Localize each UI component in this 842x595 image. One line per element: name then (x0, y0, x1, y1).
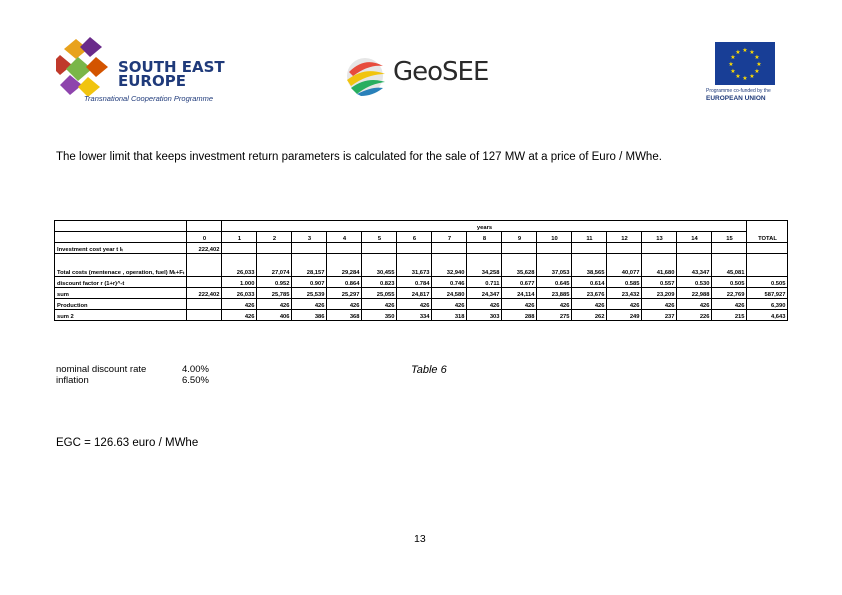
table-cell: 426 (607, 299, 642, 310)
year-header-cell: 13 (642, 232, 677, 243)
years-header: years (222, 221, 747, 232)
table-cell (642, 243, 677, 254)
year-header-cell: 15 (712, 232, 747, 243)
total-cell (747, 243, 788, 254)
table-cell: 37,053 (537, 254, 572, 277)
inflation-value: 6.50% (182, 375, 209, 386)
svg-text:★: ★ (742, 75, 748, 82)
table-cell: 22,988 (677, 288, 712, 299)
geosee-globe-icon (343, 52, 389, 98)
svg-text:★: ★ (754, 54, 760, 61)
table-cell: 0.711 (467, 277, 502, 288)
rate-parameters (56, 364, 209, 386)
svg-text:★: ★ (754, 68, 760, 75)
table-cell: 0.784 (397, 277, 432, 288)
table-cell: 26,033 (222, 254, 257, 277)
table-cell (537, 243, 572, 254)
table-cell (677, 243, 712, 254)
table-cell: 222,402 (187, 243, 222, 254)
year-header-cell: 3 (292, 232, 327, 243)
total-cell: 0.505 (747, 277, 788, 288)
svg-text:★: ★ (735, 49, 741, 56)
table-cell: 0.907 (292, 277, 327, 288)
table-cell: 237 (642, 310, 677, 321)
svg-text:★: ★ (742, 47, 748, 54)
svg-text:★: ★ (728, 61, 734, 68)
table-cell (712, 243, 747, 254)
table-row (55, 288, 788, 299)
table-cell: 0.614 (572, 277, 607, 288)
table-cell: 26,033 (222, 288, 257, 299)
table-cell: 288 (502, 310, 537, 321)
table-cell (467, 243, 502, 254)
year-header-cell: 12 (607, 232, 642, 243)
eu-caption-2: EUROPEAN UNION (706, 95, 766, 102)
table-cell: 24,817 (397, 288, 432, 299)
table-cell (502, 243, 537, 254)
table-cell: 0.823 (362, 277, 397, 288)
table-cell: 43,347 (677, 254, 712, 277)
table-cell (187, 310, 222, 321)
table-cell (187, 254, 222, 277)
table-cell: 0.746 (432, 277, 467, 288)
table-corner-cell (55, 232, 187, 243)
table-cell: 24,114 (502, 288, 537, 299)
table-years-row (55, 232, 788, 243)
table-cell: 38,565 (572, 254, 607, 277)
year-header-cell: 10 (537, 232, 572, 243)
nominal-rate-row (56, 364, 209, 375)
see-logo-subtitle: Transnational Cooperation Programme (84, 94, 214, 103)
table-cell (292, 243, 327, 254)
table-cell (222, 243, 257, 254)
table-cell: 32,940 (432, 254, 467, 277)
eu-stars-icon (715, 42, 775, 85)
nominal-rate-label: nominal discount rate (56, 364, 147, 375)
table-cell: 23,676 (572, 288, 607, 299)
geosee-wordmark: GeoSEE (393, 57, 489, 87)
table-cell: 426 (257, 299, 292, 310)
geosee-logo (343, 52, 513, 98)
table-cell: 318 (432, 310, 467, 321)
svg-text:★: ★ (735, 73, 741, 80)
table-cell: 426 (222, 299, 257, 310)
row-label: discount factor r (1+r)^-t (55, 277, 187, 288)
egc-result: EGC = 126.63 euro / MWhe (56, 437, 199, 449)
svg-text:★: ★ (730, 68, 736, 75)
table-cell: 334 (397, 310, 432, 321)
table-cell: 426 (502, 299, 537, 310)
table-cell (572, 243, 607, 254)
table-cell: 25,297 (327, 288, 362, 299)
table-cell: 426 (327, 299, 362, 310)
table-row (55, 299, 788, 310)
table-cell: 426 (537, 299, 572, 310)
table-cell (327, 243, 362, 254)
nominal-rate-value: 4.00% (182, 364, 209, 375)
row-label: Total costs (mentenace , operation, fuel) Mₜ+Fₜ (55, 254, 187, 277)
table-row (55, 277, 788, 288)
table-caption: Table 6 (411, 364, 447, 376)
total-cell (747, 254, 788, 277)
year-header-cell: 9 (502, 232, 537, 243)
svg-text:★: ★ (730, 54, 736, 61)
south-east-europe-logo (56, 35, 236, 105)
table-cell: 406 (257, 310, 292, 321)
eu-caption-1: Programme co-funded by the (706, 88, 771, 94)
table-cell (362, 243, 397, 254)
table-cell: 249 (607, 310, 642, 321)
table-cell: 0.952 (257, 277, 292, 288)
table-cell: 303 (467, 310, 502, 321)
year-header-cell: 4 (327, 232, 362, 243)
table-cell: 426 (642, 299, 677, 310)
table-header-cell (187, 221, 222, 232)
table-cell (397, 243, 432, 254)
year-header-cell: 7 (432, 232, 467, 243)
table-cell (187, 277, 222, 288)
table-cell: 262 (572, 310, 607, 321)
table-cell: 222,402 (187, 288, 222, 299)
table-cell (257, 243, 292, 254)
table-cell: 275 (537, 310, 572, 321)
table-cell: 41,680 (642, 254, 677, 277)
total-cell: 6,390 (747, 299, 788, 310)
table-cell: 0.557 (642, 277, 677, 288)
table-cell: 426 (397, 299, 432, 310)
table-cell: 0.864 (327, 277, 362, 288)
table-cell (607, 243, 642, 254)
year-header-cell: 8 (467, 232, 502, 243)
table-row (55, 243, 788, 254)
table-cell: 426 (572, 299, 607, 310)
table-cell: 0.585 (607, 277, 642, 288)
investment-table (54, 220, 788, 321)
table-cell: 0.530 (677, 277, 712, 288)
table-cell: 0.677 (502, 277, 537, 288)
eu-logo (706, 42, 796, 132)
table-row (55, 254, 788, 277)
inflation-label: inflation (56, 375, 89, 386)
year-header-cell: 6 (397, 232, 432, 243)
year-header-cell: 5 (362, 232, 397, 243)
table-corner-cell (55, 221, 187, 232)
svg-text:★: ★ (749, 49, 755, 56)
table-cell: 1.000 (222, 277, 257, 288)
table-cell: 30,455 (362, 254, 397, 277)
table-cell: 25,785 (257, 288, 292, 299)
table-cell: 226 (677, 310, 712, 321)
table-cell: 34,258 (467, 254, 502, 277)
table-cell: 0.645 (537, 277, 572, 288)
table-cell: 24,580 (432, 288, 467, 299)
table-cell: 426 (432, 299, 467, 310)
total-header: TOTAL (747, 221, 788, 243)
table-cell: 23,432 (607, 288, 642, 299)
table-cell: 426 (677, 299, 712, 310)
table-cell: 45,081 (712, 254, 747, 277)
table-cell: 24,347 (467, 288, 502, 299)
svg-text:★: ★ (756, 61, 762, 68)
table-cell: 25,539 (292, 288, 327, 299)
table-cell: 28,157 (292, 254, 327, 277)
row-label: sum (55, 288, 187, 299)
table-cell (432, 243, 467, 254)
year-header-cell: 11 (572, 232, 607, 243)
table-cell: 426 (222, 310, 257, 321)
see-logo-line2: EUROPE (118, 72, 186, 90)
table-cell (187, 299, 222, 310)
table-cell: 23,209 (642, 288, 677, 299)
year-header-cell: 1 (222, 232, 257, 243)
intro-paragraph: The lower limit that keeps investment return parameters is calculated for the sale of 127 MW at a price of Euro / MWhe. (56, 151, 662, 163)
table-cell: 35,628 (502, 254, 537, 277)
row-label: Production (55, 299, 187, 310)
table-cell: 426 (292, 299, 327, 310)
table-cell: 40,077 (607, 254, 642, 277)
table-cell: 23,885 (537, 288, 572, 299)
year-header-cell: 2 (257, 232, 292, 243)
year-header-cell: 14 (677, 232, 712, 243)
page-number: 13 (414, 533, 426, 545)
table-cell: 27,074 (257, 254, 292, 277)
table-row (55, 310, 788, 321)
svg-text:★: ★ (749, 73, 755, 80)
row-label: sum 2 (55, 310, 187, 321)
total-cell: 587,927 (747, 288, 788, 299)
table-cell: 426 (362, 299, 397, 310)
inflation-row (56, 375, 209, 386)
table-cell: 31,673 (397, 254, 432, 277)
eu-flag-icon (715, 42, 775, 85)
total-cell: 4,643 (747, 310, 788, 321)
table-cell: 426 (712, 299, 747, 310)
year-header-cell: 0 (187, 232, 222, 243)
table-cell: 368 (327, 310, 362, 321)
table-cell: 0.505 (712, 277, 747, 288)
table-cell: 25,055 (362, 288, 397, 299)
table-cell: 29,284 (327, 254, 362, 277)
table-header-row (55, 221, 788, 232)
row-label: Investment cost year t Iₜ (55, 243, 187, 254)
table-cell: 426 (467, 299, 502, 310)
see-logo-line1: SOUTH EAST (118, 58, 225, 76)
table-cell: 215 (712, 310, 747, 321)
table-cell: 350 (362, 310, 397, 321)
table-cell: 22,769 (712, 288, 747, 299)
table-cell: 386 (292, 310, 327, 321)
